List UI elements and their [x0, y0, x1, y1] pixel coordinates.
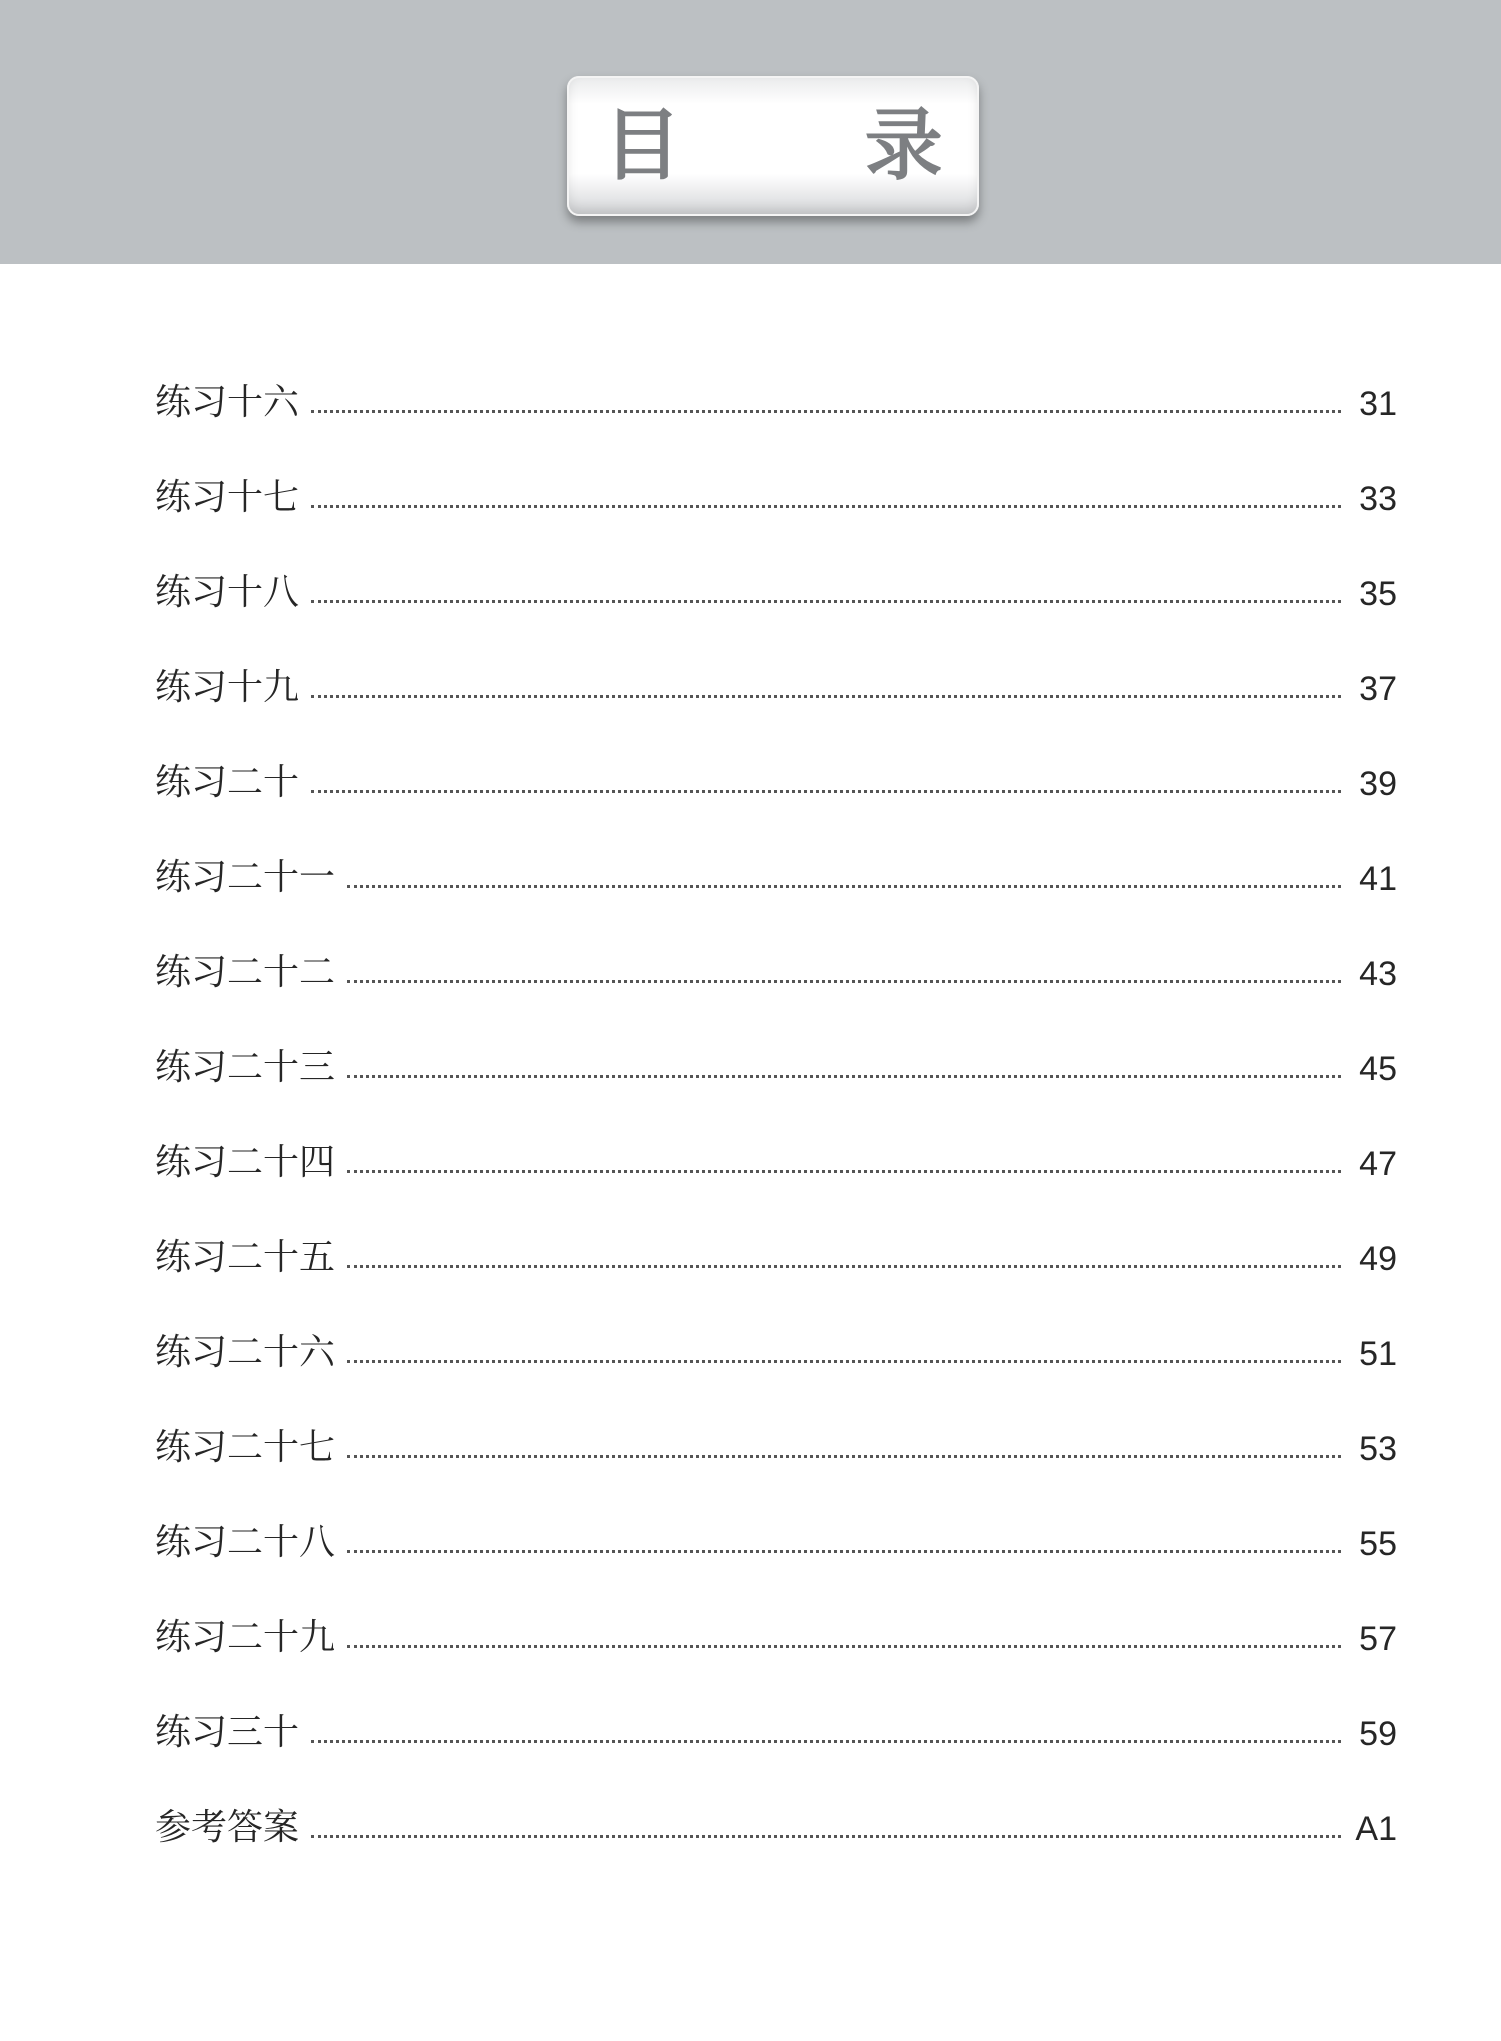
toc-entry-page-number: 53 [1359, 1430, 1397, 1468]
toc-entry[interactable] [155, 423, 1397, 518]
toc-entry[interactable] [155, 1563, 1397, 1658]
toc-entry-label: 练习十九 [155, 667, 300, 708]
dot-leader [311, 410, 1341, 413]
dot-leader [347, 1455, 1341, 1458]
dot-leader [311, 600, 1341, 603]
page-title: 目 录 [603, 101, 1021, 191]
dot-leader [347, 1075, 1341, 1078]
toc-entry-page-number: 43 [1359, 955, 1397, 993]
toc-entry[interactable] [155, 708, 1397, 803]
toc-entry-label: 练习二十四 [155, 1142, 336, 1183]
toc-entry-page-number: 35 [1359, 575, 1397, 613]
dot-leader [311, 790, 1341, 793]
toc-entry[interactable] [155, 1373, 1397, 1468]
toc-entry-label: 参考答案 [155, 1807, 300, 1848]
toc-entry-page-number: 57 [1359, 1620, 1397, 1658]
header-band [0, 0, 1501, 264]
toc-entry-page-number: 47 [1359, 1145, 1397, 1183]
toc-entry[interactable] [155, 993, 1397, 1088]
toc-entry-page-number: 39 [1359, 765, 1397, 803]
toc-entry[interactable] [155, 1278, 1397, 1373]
toc-entry-page-number: 59 [1359, 1715, 1397, 1753]
toc-entry-label: 练习二十七 [155, 1427, 336, 1468]
toc-entry-page-number: 51 [1359, 1335, 1397, 1373]
toc-entry-page-number: 41 [1359, 860, 1397, 898]
dot-leader [347, 885, 1341, 888]
toc-entry[interactable] [155, 1088, 1397, 1183]
toc-entry[interactable] [155, 1753, 1397, 1848]
toc-entry-label: 练习二十一 [155, 857, 336, 898]
toc-entry[interactable] [155, 613, 1397, 708]
toc-entry-page-number: 31 [1359, 385, 1397, 423]
dot-leader [347, 980, 1341, 983]
dot-leader [347, 1265, 1341, 1268]
toc-entry[interactable] [155, 898, 1397, 993]
toc-entry-page-number: 55 [1359, 1525, 1397, 1563]
toc-entry-page-number: A1 [1355, 1810, 1397, 1848]
toc-entry-label: 练习二十三 [155, 1047, 336, 1088]
toc-entry-page-number: 37 [1359, 670, 1397, 708]
toc-entry-page-number: 45 [1359, 1050, 1397, 1088]
title-plate [567, 76, 1021, 216]
dot-leader [311, 1835, 1341, 1838]
toc-entry[interactable] [155, 803, 1397, 898]
toc-entry-label: 练习二十六 [155, 1332, 336, 1373]
toc-entry-label: 练习十六 [155, 382, 300, 423]
table-of-contents [155, 328, 1397, 1848]
toc-entry[interactable] [155, 1658, 1397, 1753]
toc-entry-label: 练习二十二 [155, 952, 336, 993]
toc-entry-label: 练习二十九 [155, 1617, 336, 1658]
dot-leader [311, 505, 1341, 508]
dot-leader [347, 1550, 1341, 1553]
toc-entry[interactable] [155, 518, 1397, 613]
toc-entry-label: 练习十八 [155, 572, 300, 613]
toc-entry-label: 练习十七 [155, 477, 300, 518]
dot-leader [347, 1645, 1341, 1648]
toc-entry-page-number: 33 [1359, 480, 1397, 518]
dot-leader [347, 1170, 1341, 1173]
toc-entry-label: 练习三十 [155, 1712, 300, 1753]
toc-entry[interactable] [155, 328, 1397, 423]
dot-leader [311, 1740, 1341, 1743]
toc-entry[interactable] [155, 1468, 1397, 1563]
dot-leader [347, 1360, 1341, 1363]
toc-entry-label: 练习二十 [155, 762, 300, 803]
toc-entry[interactable] [155, 1183, 1397, 1278]
dot-leader [311, 695, 1341, 698]
toc-entry-label: 练习二十五 [155, 1237, 336, 1278]
toc-entry-page-number: 49 [1359, 1240, 1397, 1278]
toc-entry-label: 练习二十八 [155, 1522, 336, 1563]
